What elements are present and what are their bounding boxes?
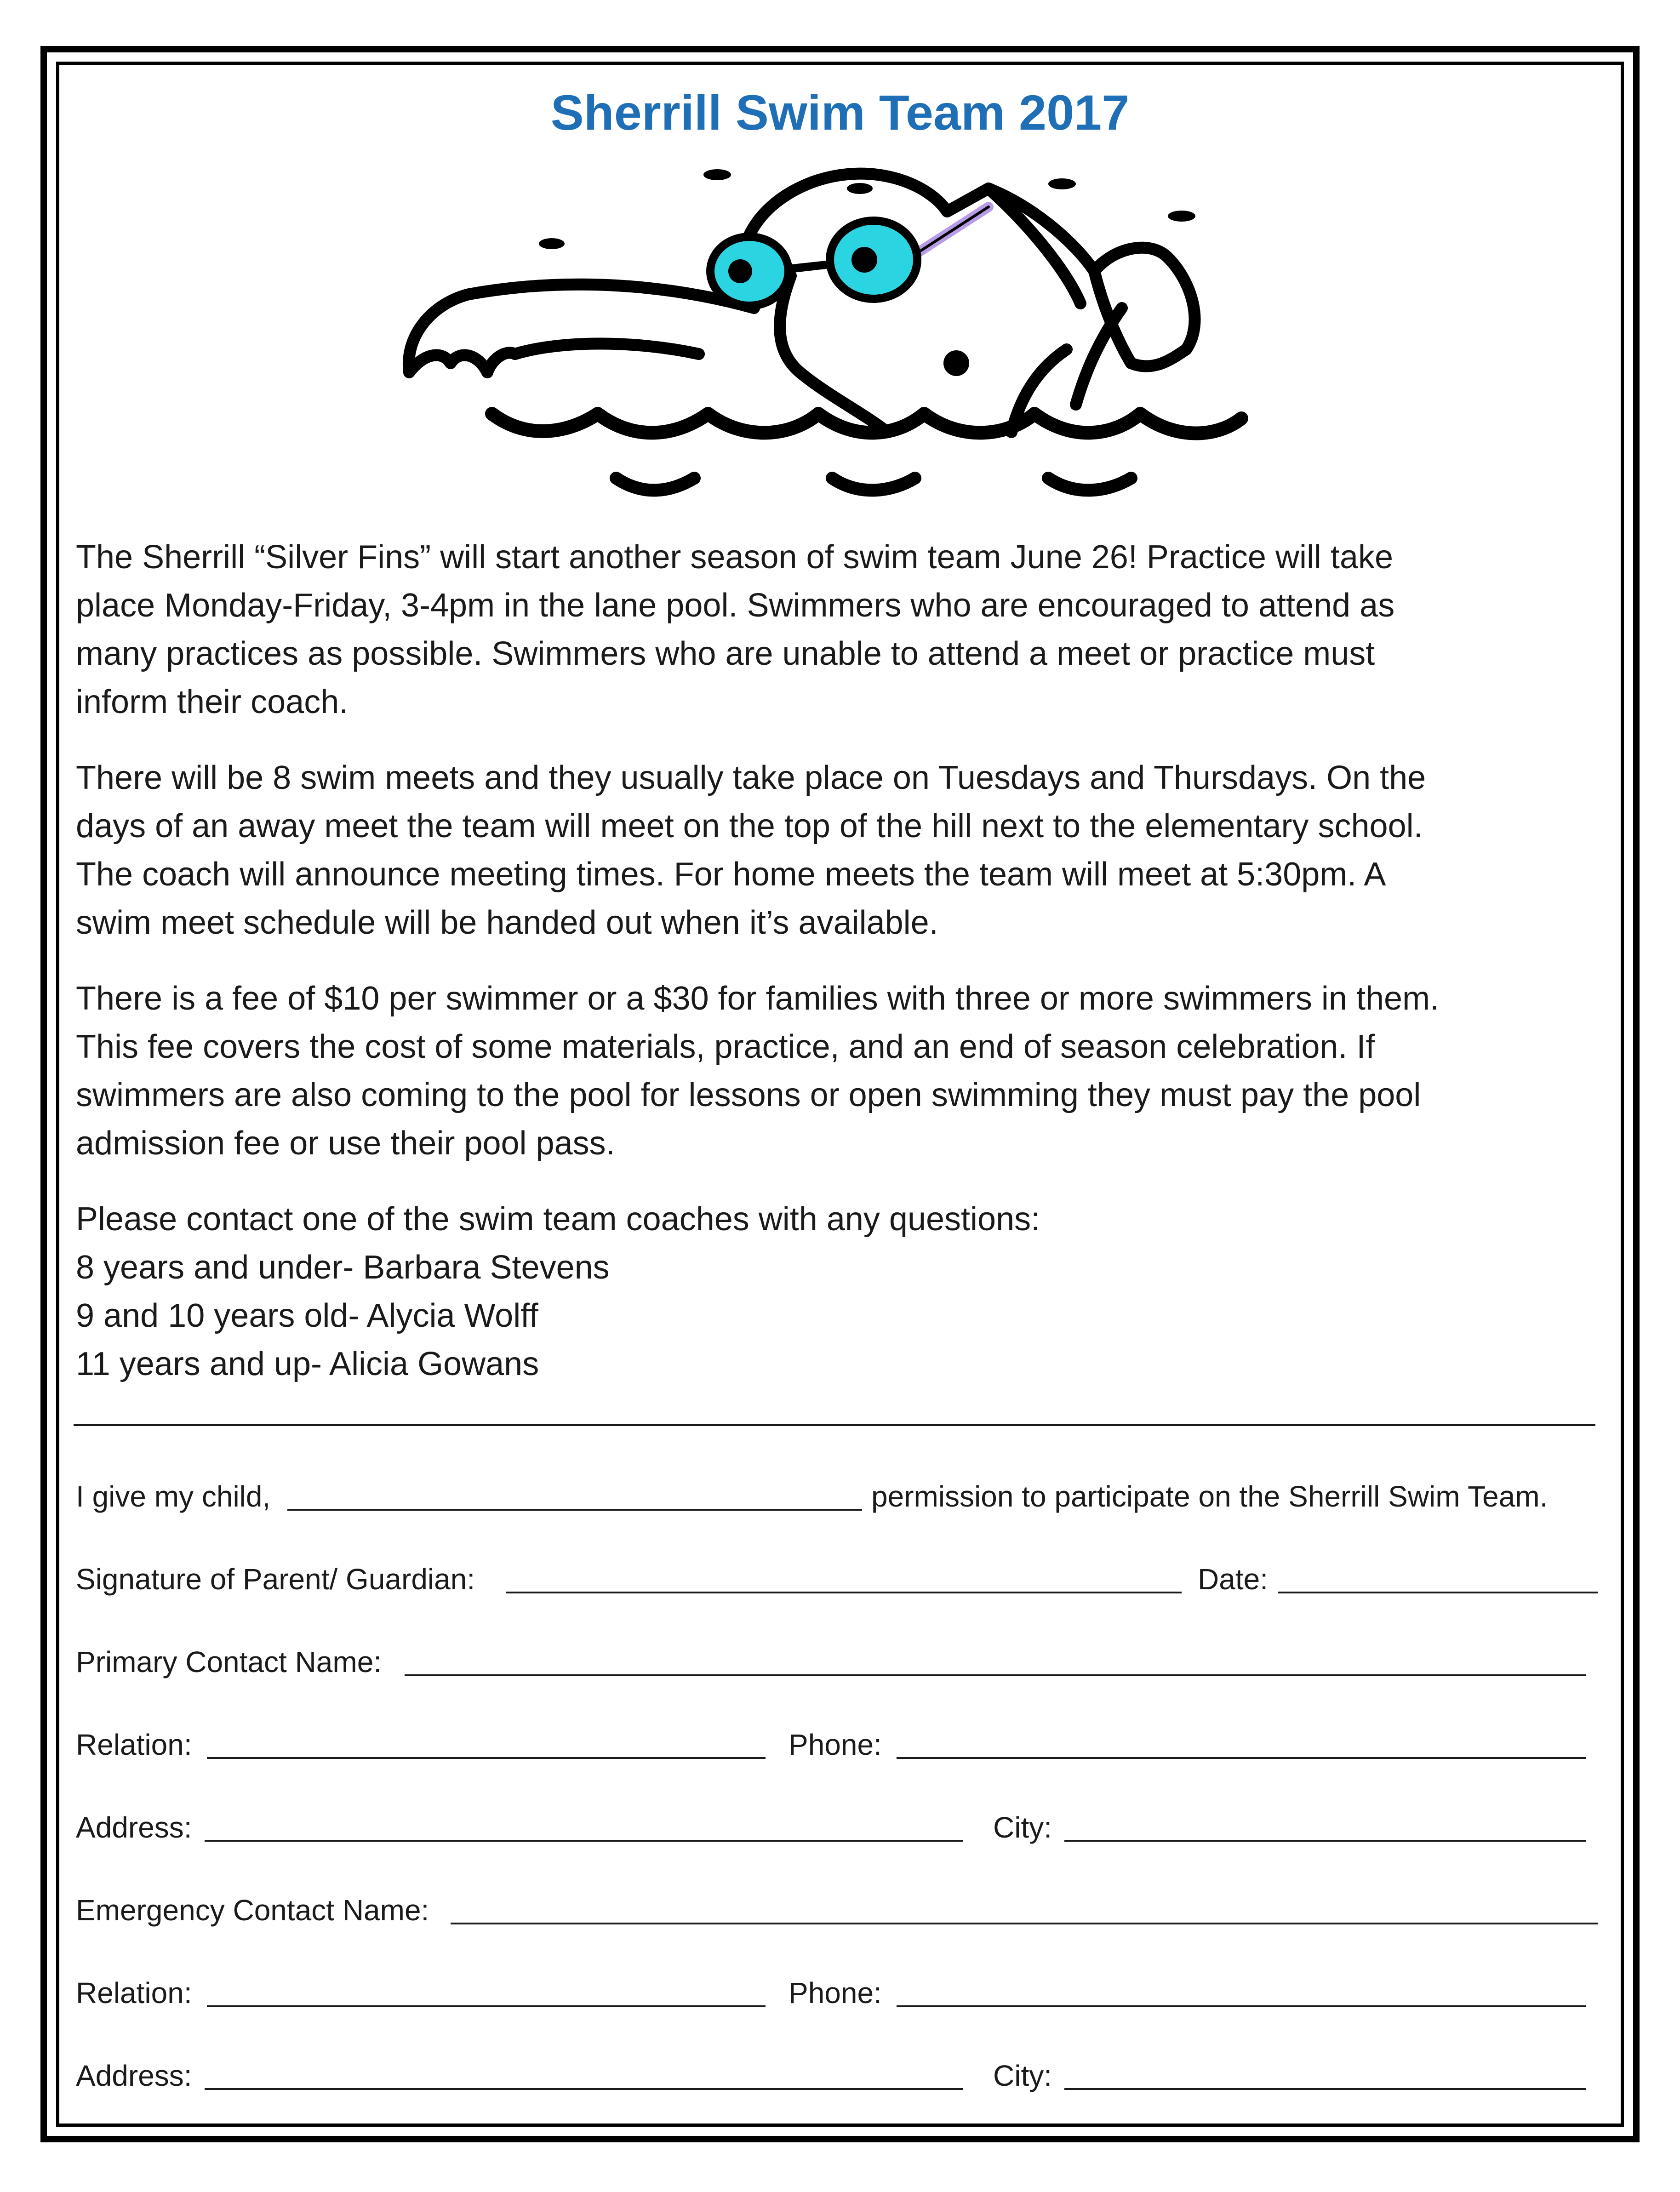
emergency-contact-label: Emergency Contact Name:: [76, 1894, 429, 1927]
meets-paragraph: There will be 8 swim meets and they usually take place on Tuesdays and Thursdays. On the days of an away meet the team will meet on the top of the hill next to the elementary school. The coach will announce meeting times. For home meets the team will meet at 5:30pm. A swim meet schedule will be handed out when it’s available.: [76, 759, 1426, 941]
primary-relation-field[interactable]: [207, 1757, 766, 1759]
permission-row: [76, 1476, 1598, 1517]
phone-label: Phone:: [789, 1728, 882, 1761]
city-label: City:: [993, 2059, 1052, 2092]
emergency-address-field[interactable]: [205, 2088, 963, 2090]
emergency-city-field[interactable]: [1064, 2088, 1586, 2090]
permission-suffix-label: permission to participate on the Sherrill Swim Team.: [871, 1480, 1548, 1513]
signature-label: Signature of Parent/ Guardian:: [76, 1563, 475, 1596]
primary-contact-label: Primary Contact Name:: [76, 1645, 382, 1678]
coach-line: 11 years and up- Alicia Gowans: [76, 1346, 539, 1382]
child-name-field[interactable]: [287, 1509, 862, 1511]
fee-paragraph: There is a fee of $10 per swimmer or a $30 for families with three or more swimmers in them. This fee covers the cost of some materials, practice, and an end of season celebration. If swimmers are also coming to the pool for lessons or open swimming they must pay the pool admission fee or use their pool pass.: [76, 980, 1440, 1162]
primary-phone-field[interactable]: [897, 1757, 1586, 1759]
primary-relation-row: [76, 1724, 1598, 1765]
intro-paragraph: The Sherrill “Silver Fins” will start another season of swim team June 26! Practice will take place Monday-Friday, 3-4pm in the lane pool. Swimmers who are encouraged to attend as many practices as possible. Swimmers who are unable to attend a meet or practice must inform their coach.: [76, 539, 1395, 720]
address-label: Address:: [76, 1811, 192, 1844]
address-label: Address:: [76, 2059, 192, 2092]
primary-contact-row: [76, 1641, 1598, 1683]
emergency-relation-row: [76, 1972, 1598, 2014]
primary-city-field[interactable]: [1064, 1840, 1586, 1842]
permission-prefix-label: I give my child,: [76, 1480, 271, 1513]
signature-row: [76, 1558, 1598, 1600]
date-field[interactable]: [1278, 1592, 1598, 1593]
emergency-contact-row: [76, 1889, 1598, 1931]
relation-label: Relation:: [76, 1728, 192, 1761]
relation-label: Relation:: [76, 1976, 192, 2009]
primary-address-field[interactable]: [205, 1840, 963, 1842]
city-label: City:: [993, 1811, 1052, 1844]
contact-intro: Please contact one of the swim team coaches with any questions:: [76, 1201, 1040, 1238]
page-title: Sherrill Swim Team 2017: [550, 85, 1130, 140]
emergency-address-row: [76, 2055, 1598, 2096]
primary-contact-field[interactable]: [405, 1674, 1586, 1676]
primary-address-row: [76, 1807, 1598, 1848]
emergency-phone-field[interactable]: [897, 2005, 1586, 2007]
swimmer-clipart-icon: [377, 156, 1297, 515]
emergency-contact-field[interactable]: [451, 1923, 1598, 1924]
signature-field[interactable]: [506, 1592, 1182, 1593]
date-label: Date:: [1198, 1563, 1268, 1596]
phone-label: Phone:: [789, 1976, 882, 2009]
coach-line: 8 years and under- Barbara Stevens: [76, 1249, 610, 1286]
separator-line: [74, 1424, 1595, 1426]
emergency-relation-field[interactable]: [207, 2005, 766, 2007]
coach-line: 9 and 10 years old- Alycia Wolff: [76, 1297, 538, 1334]
